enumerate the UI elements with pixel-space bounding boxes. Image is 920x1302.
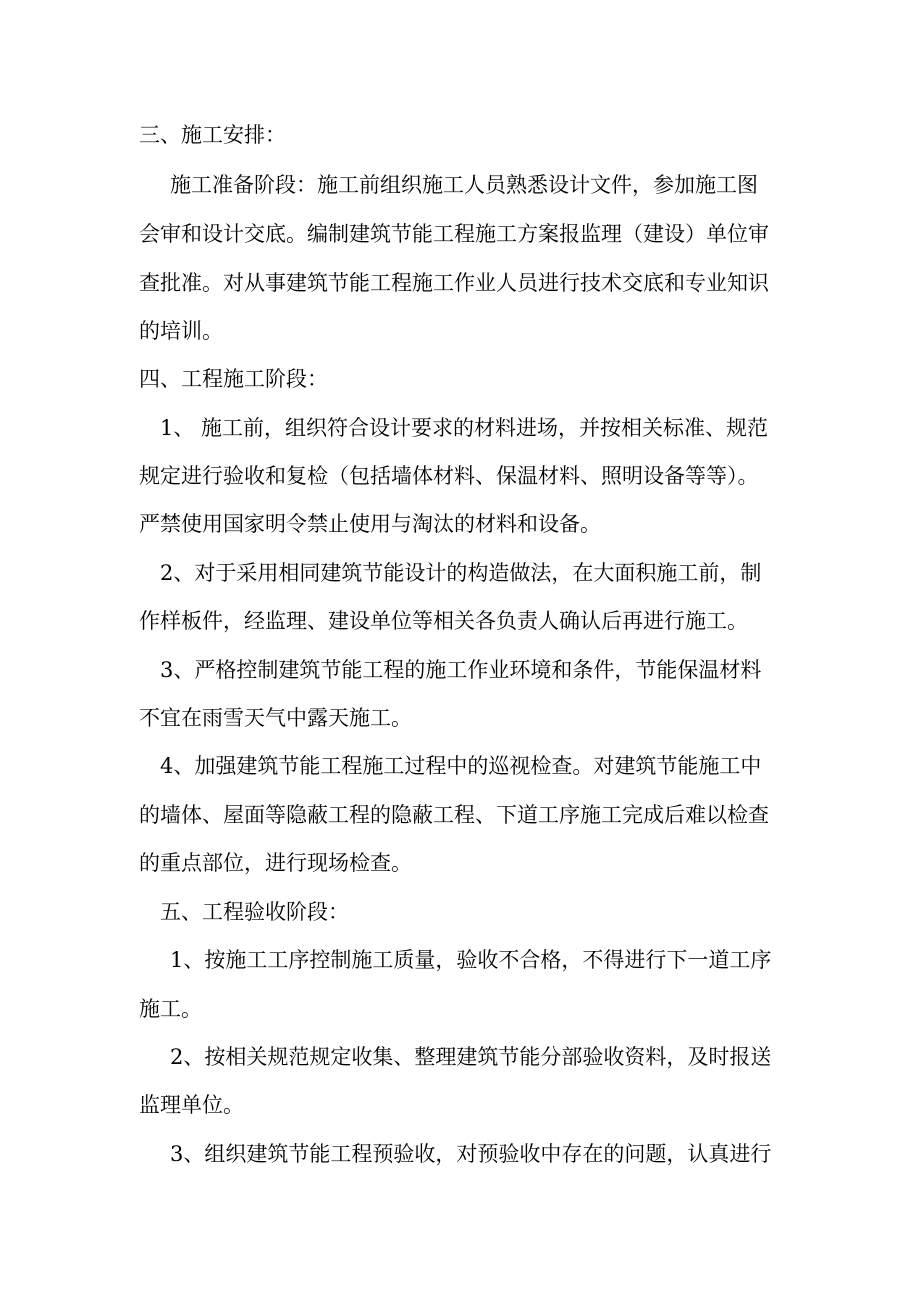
list-item-line: 4、加强建筑节能工程施工过程中的巡视检查。对建筑节能施工中 <box>160 754 762 778</box>
list-item-line: 监理单位。 <box>139 1093 244 1117</box>
list-item-line: 的重点部位，进行现场检查。 <box>139 851 412 875</box>
list-item-line: 作样板件，经监理、建设单位等相关各负责人确认后再进行施工。 <box>139 609 748 633</box>
list-item-line: 严禁使用国家明令禁止使用与淘汰的材料和设备。 <box>139 512 601 536</box>
paragraph-line: 施工准备阶段：施工前组织施工人员熟悉设计文件，参加施工图 <box>170 173 758 197</box>
section-heading-construction-arrangement: 三、施工安排： <box>139 123 286 147</box>
list-item-line: 不宜在雨雪天气中露天施工。 <box>139 706 412 730</box>
list-item-line: 1、 施工前，组织符合设计要求的材料进场，并按相关标准、规范 <box>160 416 769 440</box>
paragraph-line: 会审和设计交底。编制建筑节能工程施工方案报监理（建设）单位审 <box>139 222 769 246</box>
list-item-line: 规定进行验收和复检（包括墙体材料、保温材料、照明设备等等）。 <box>139 464 759 488</box>
list-item-line: 3、严格控制建筑节能工程的施工作业环境和条件，节能保温材料 <box>160 658 762 682</box>
paragraph-line: 的培训。 <box>139 319 223 343</box>
list-item-line: 的墙体、屋面等隐蔽工程的隐蔽工程、下道工序施工完成后难以检查 <box>139 803 769 827</box>
section-heading-acceptance-phase: 五、工程验收阶段： <box>160 900 349 924</box>
list-item-line: 2、对于采用相同建筑节能设计的构造做法，在大面积施工前，制 <box>160 561 762 585</box>
section-heading-construction-phase: 四、工程施工阶段： <box>139 367 328 391</box>
paragraph-line: 查批准。对从事建筑节能工程施工作业人员进行技术交底和专业知识 <box>139 271 769 295</box>
list-item-line: 2、按相关规范规定收集、整理建筑节能分部验收资料，及时报送 <box>170 1045 772 1069</box>
list-item-line: 施工。 <box>139 997 202 1021</box>
list-item-line: 3、组织建筑节能工程预验收，对预验收中存在的问题，认真进行 <box>170 1142 772 1166</box>
list-item-line: 1、按施工工序控制施工质量，验收不合格，不得进行下一道工序 <box>170 948 772 972</box>
